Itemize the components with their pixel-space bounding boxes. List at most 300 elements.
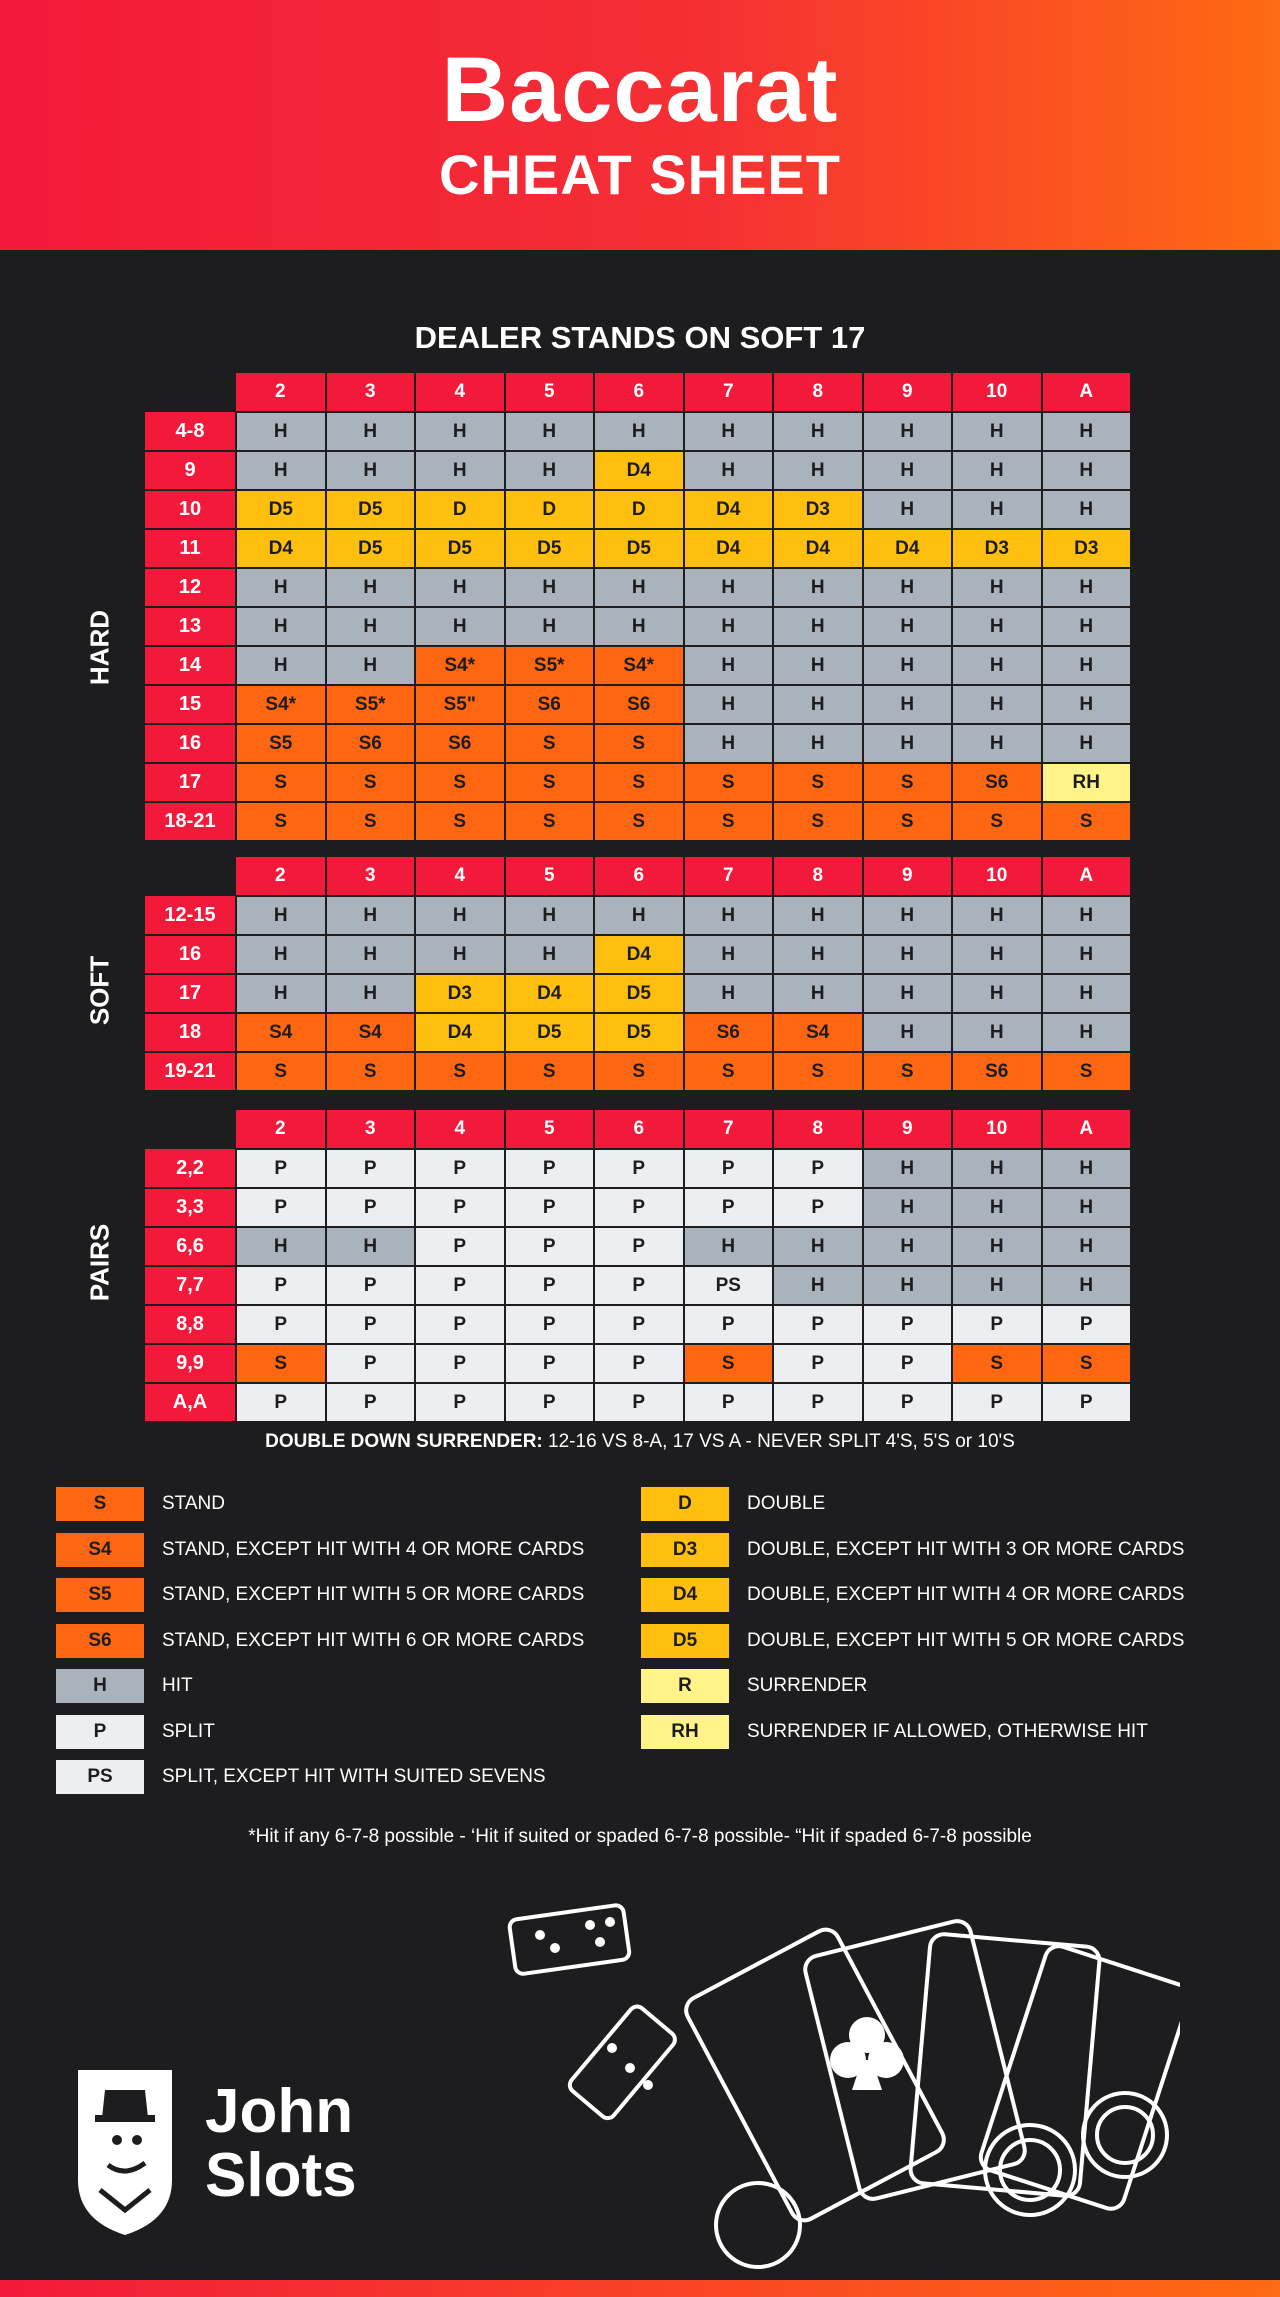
action-cell: H [684,1227,774,1266]
action-cell: H [863,685,953,724]
dealer-card-header: 3 [326,373,416,412]
action-cell: P [863,1383,953,1422]
notes-text: 12-16 VS 8-A, 17 VS A - NEVER SPLIT 4'S, 5'S or 10'S [542,1431,1015,1452]
action-cell: H [863,1188,953,1227]
table-row [145,1383,1131,1422]
bottom-bar [0,2280,1280,2297]
action-cell: H [684,935,774,974]
action-cell: S [415,1052,505,1091]
action-cell: H [1042,974,1132,1013]
action-cell: D5 [505,529,595,568]
action-cell: S4* [594,646,684,685]
section-label-soft: SOFT [84,955,115,1026]
dealer-card-header: 8 [773,1110,863,1149]
action-cell: S [326,802,416,841]
action-cell: P [773,1149,863,1188]
action-cell: H [773,412,863,451]
page-title: Baccarat [441,39,839,141]
brand-line-1: John [205,2077,354,2146]
dealer-card-header: 3 [326,857,416,896]
legend-item [56,1487,225,1521]
legend-text: STAND, EXCEPT HIT WITH 6 OR MORE CARDS [162,1630,585,1651]
legend-item [641,1624,1184,1658]
action-cell: H [863,607,953,646]
action-cell: S [594,724,684,763]
legend-swatch: S6 [56,1624,144,1658]
action-cell: P [952,1305,1042,1344]
legend-item [641,1578,1184,1612]
rule-title: DEALER STANDS ON SOFT 17 [414,320,866,355]
dealer-card-header: 9 [863,857,953,896]
table-soft [145,857,1132,1092]
action-cell: D4 [594,451,684,490]
legend-swatch: S4 [56,1533,144,1567]
action-cell: H [415,412,505,451]
action-cell: S [236,1052,326,1091]
action-cell: H [773,935,863,974]
action-cell: S [684,1052,774,1091]
action-cell: P [505,1188,595,1227]
action-cell: S [863,763,953,802]
action-cell: H [684,412,774,451]
header-banner [0,0,1280,250]
action-cell: P [594,1383,684,1422]
action-cell: D4 [684,490,774,529]
table-row [145,1305,1131,1344]
action-cell: S [415,763,505,802]
dealer-card-header: 4 [415,373,505,412]
action-cell: P [684,1188,774,1227]
action-cell: H [952,724,1042,763]
action-cell: H [773,724,863,763]
action-cell: H [773,607,863,646]
dealer-card-header: 6 [594,857,684,896]
legend-swatch: D5 [641,1624,729,1658]
action-cell: H [952,1149,1042,1188]
action-cell: H [505,451,595,490]
legend-swatch: H [56,1669,144,1703]
hand-label: 9,9 [145,1344,236,1383]
action-cell: P [326,1188,416,1227]
action-cell: H [952,646,1042,685]
table-row [145,896,1131,935]
action-cell: S [684,763,774,802]
table-row [145,763,1131,802]
action-cell: H [1042,724,1132,763]
action-cell: S [863,802,953,841]
action-cell: H [326,935,416,974]
action-cell: S5" [415,685,505,724]
action-cell: H [1042,935,1132,974]
action-cell: H [952,896,1042,935]
hand-label: 12-15 [145,896,236,935]
action-cell: H [236,1227,326,1266]
action-cell: H [594,568,684,607]
action-cell: P [415,1344,505,1383]
legend-swatch: D3 [641,1533,729,1567]
action-cell: H [236,935,326,974]
action-cell: H [952,685,1042,724]
action-cell: D3 [415,974,505,1013]
hand-label: 15 [145,685,236,724]
header-row [145,857,1131,896]
action-cell: P [505,1344,595,1383]
dealer-card-header: 9 [863,1110,953,1149]
action-cell: H [236,607,326,646]
action-cell: S6 [326,724,416,763]
hand-label: 18 [145,1013,236,1052]
john-slots-logo-icon [70,2060,180,2240]
action-cell: H [415,451,505,490]
action-cell: H [952,935,1042,974]
action-cell: D5 [594,974,684,1013]
action-cell: H [684,646,774,685]
action-cell: D5 [415,529,505,568]
action-cell: S [236,1344,326,1383]
action-cell: H [952,490,1042,529]
action-cell: S [1042,802,1132,841]
table-row [145,724,1131,763]
action-cell: H [236,896,326,935]
legend-text: STAND, EXCEPT HIT WITH 4 OR MORE CARDS [162,1539,585,1560]
action-cell: H [1042,685,1132,724]
legend-text: DOUBLE, EXCEPT HIT WITH 5 OR MORE CARDS [747,1630,1185,1651]
legend-item [641,1533,1184,1567]
action-cell: H [594,607,684,646]
action-cell: H [773,451,863,490]
legend-item [56,1624,584,1658]
action-cell: S [236,763,326,802]
dealer-card-header: 3 [326,1110,416,1149]
action-cell: P [326,1305,416,1344]
action-cell: H [505,935,595,974]
table-hard [145,373,1132,842]
legend-item [56,1533,584,1567]
action-cell: H [863,974,953,1013]
action-cell: S5* [505,646,595,685]
action-cell: D4 [773,529,863,568]
action-cell: P [594,1266,684,1305]
action-cell: S [505,763,595,802]
action-cell: H [236,451,326,490]
dealer-card-header: 6 [594,373,684,412]
legend-swatch: RH [641,1715,729,1749]
action-cell: H [684,607,774,646]
action-cell: P [505,1383,595,1422]
action-cell: D4 [684,529,774,568]
cards-dice-chips-icon [500,1880,1180,2280]
legend-swatch: R [641,1669,729,1703]
brand-line-2: Slots [205,2141,357,2210]
legend-item [641,1669,867,1703]
action-cell: P [1042,1383,1132,1422]
action-cell: H [684,896,774,935]
action-cell: P [684,1149,774,1188]
dealer-card-header: 10 [952,857,1042,896]
action-cell: D5 [326,529,416,568]
action-cell: H [684,568,774,607]
table-row [145,802,1131,841]
action-cell: H [773,1227,863,1266]
dealer-card-header: A [1042,857,1132,896]
action-cell: P [326,1266,416,1305]
action-cell: H [952,568,1042,607]
action-cell: S [952,802,1042,841]
action-cell: P [773,1383,863,1422]
action-cell: D4 [863,529,953,568]
table-row [145,1013,1131,1052]
action-cell: S [773,802,863,841]
action-cell: P [415,1266,505,1305]
action-cell: S [684,802,774,841]
dealer-card-header: 8 [773,857,863,896]
legend-item [56,1669,193,1703]
dealer-card-header: 4 [415,1110,505,1149]
action-cell: H [1042,412,1132,451]
hand-label: 18-21 [145,802,236,841]
legend-text: DOUBLE, EXCEPT HIT WITH 3 OR MORE CARDS [747,1539,1185,1560]
action-cell: D5 [505,1013,595,1052]
action-cell: D4 [415,1013,505,1052]
action-cell: H [1042,896,1132,935]
action-cell: H [326,646,416,685]
dealer-card-header: 7 [684,373,774,412]
legend-swatch: D [641,1487,729,1521]
legend-item [641,1487,825,1521]
table-row [145,685,1131,724]
section-label-pairs: PAIRS [84,1223,115,1302]
table-row [145,529,1131,568]
table-row [145,568,1131,607]
notes-bold: DOUBLE DOWN SURRENDER: [265,1431,543,1452]
action-cell: S [684,1344,774,1383]
action-cell: H [952,1013,1042,1052]
action-cell: H [773,685,863,724]
notes-line [0,1430,1280,1454]
action-cell: H [1042,1266,1132,1305]
action-cell: H [505,412,595,451]
action-cell: H [773,646,863,685]
legend-item [56,1760,546,1794]
action-cell: H [952,451,1042,490]
dealer-card-header: 2 [236,857,326,896]
action-cell: S [773,1052,863,1091]
action-cell: H [505,568,595,607]
action-cell: S4 [236,1013,326,1052]
action-cell: S [326,763,416,802]
table-row [145,1052,1131,1091]
action-cell: H [1042,646,1132,685]
action-cell: H [952,1188,1042,1227]
action-cell: H [505,607,595,646]
action-cell: D4 [236,529,326,568]
action-cell: P [505,1149,595,1188]
action-cell: H [1042,490,1132,529]
action-cell: P [505,1227,595,1266]
action-cell: H [326,1227,416,1266]
action-cell: H [773,568,863,607]
legend-text: STAND, EXCEPT HIT WITH 5 OR MORE CARDS [162,1584,585,1605]
action-cell: S4* [415,646,505,685]
page-subtitle: CHEAT SHEET [439,143,841,206]
action-cell: H [863,646,953,685]
action-cell: H [236,568,326,607]
dealer-card-header: 5 [505,373,595,412]
table-row [145,607,1131,646]
table-row [145,1188,1131,1227]
action-cell: S [1042,1344,1132,1383]
dealer-card-header: 10 [952,373,1042,412]
dealer-card-header: 4 [415,857,505,896]
legend-swatch: PS [56,1760,144,1794]
action-cell: H [863,412,953,451]
hand-label: 16 [145,935,236,974]
dealer-card-header: A [1042,373,1132,412]
action-cell: D [594,490,684,529]
action-cell: P [594,1305,684,1344]
action-cell: H [863,935,953,974]
action-cell: S [236,802,326,841]
action-cell: S [505,802,595,841]
action-cell: H [505,896,595,935]
action-cell: S [326,1052,416,1091]
action-cell: P [236,1383,326,1422]
action-cell: H [863,490,953,529]
action-cell: H [773,1266,863,1305]
legend-swatch: P [56,1715,144,1749]
action-cell: H [1042,607,1132,646]
action-cell: H [952,974,1042,1013]
dealer-card-header: 7 [684,1110,774,1149]
action-cell: H [1042,1188,1132,1227]
action-cell: P [415,1383,505,1422]
action-cell: P [594,1188,684,1227]
hand-label: 17 [145,763,236,802]
dealer-card-header: 2 [236,373,326,412]
action-cell: H [1042,1149,1132,1188]
action-cell: P [326,1383,416,1422]
action-cell: H [1042,568,1132,607]
header-row [145,1110,1131,1149]
hand-label: 6,6 [145,1227,236,1266]
action-cell: D3 [952,529,1042,568]
action-cell: H [326,568,416,607]
legend-text: SURRENDER [747,1675,868,1696]
action-cell: S [505,724,595,763]
action-cell: P [863,1344,953,1383]
legend-item [56,1715,215,1749]
legend-text: DOUBLE [747,1493,826,1514]
legend-swatch: S [56,1487,144,1521]
action-cell: P [594,1227,684,1266]
dealer-card-header: 2 [236,1110,326,1149]
action-cell: S [863,1052,953,1091]
dealer-card-header: 10 [952,1110,1042,1149]
action-cell: H [415,607,505,646]
table-row [145,646,1131,685]
action-cell: D [505,490,595,529]
action-cell: S6 [684,1013,774,1052]
action-cell: P [684,1305,774,1344]
action-cell: D5 [236,490,326,529]
action-cell: P [415,1227,505,1266]
action-cell: P [952,1383,1042,1422]
legend-text: SPLIT, EXCEPT HIT WITH SUITED SEVENS [162,1766,546,1787]
table-row [145,935,1131,974]
table-row [145,490,1131,529]
hand-label: 13 [145,607,236,646]
action-cell: H [326,607,416,646]
dealer-card-header: 8 [773,373,863,412]
action-cell: S6 [505,685,595,724]
action-cell: P [505,1266,595,1305]
action-cell: H [863,568,953,607]
legend-text: STAND [162,1493,225,1514]
action-cell: H [236,412,326,451]
legend-text: HIT [162,1675,193,1696]
action-cell: H [236,646,326,685]
table-pairs [145,1110,1132,1423]
dealer-card-header: A [1042,1110,1132,1149]
action-cell: S [594,763,684,802]
table-row [145,451,1131,490]
action-cell: S [952,1344,1042,1383]
action-cell: H [326,412,416,451]
action-cell: P [773,1305,863,1344]
action-cell: D5 [326,490,416,529]
action-cell: D4 [505,974,595,1013]
action-cell: S [415,802,505,841]
table-row [145,1344,1131,1383]
action-cell: S [773,763,863,802]
legend-item [56,1578,584,1612]
action-cell: S6 [952,763,1042,802]
action-cell: D3 [773,490,863,529]
action-cell: H [684,451,774,490]
hand-label: 12 [145,568,236,607]
action-cell: D5 [594,529,684,568]
header-row [145,373,1131,412]
action-cell: S4 [326,1013,416,1052]
dealer-card-header: 6 [594,1110,684,1149]
action-cell: H [415,896,505,935]
action-cell: P [415,1188,505,1227]
action-cell: S4 [773,1013,863,1052]
hand-label: 19-21 [145,1052,236,1091]
footnote: *Hit if any 6-7-8 possible - ‘Hit if suited or spaded 6-7-8 possible- “Hit if spaded 6-7-8 possible [248,1826,1032,1847]
action-cell: H [952,1227,1042,1266]
dealer-card-header: 5 [505,1110,595,1149]
action-cell: P [236,1305,326,1344]
action-cell: S [505,1052,595,1091]
action-cell: S5 [236,724,326,763]
action-cell: P [505,1305,595,1344]
hand-label: 7,7 [145,1266,236,1305]
legend-swatch: D4 [641,1578,729,1612]
section-label-hard: HARD [84,609,115,686]
action-cell: H [863,896,953,935]
action-cell: H [684,724,774,763]
action-cell: P [684,1383,774,1422]
action-cell: H [773,974,863,1013]
legend-item [641,1715,1148,1749]
dealer-card-header: 9 [863,373,953,412]
action-cell: H [952,1266,1042,1305]
corner-cell [145,373,236,412]
corner-cell [145,1110,236,1149]
action-cell: H [326,974,416,1013]
action-cell: H [236,974,326,1013]
